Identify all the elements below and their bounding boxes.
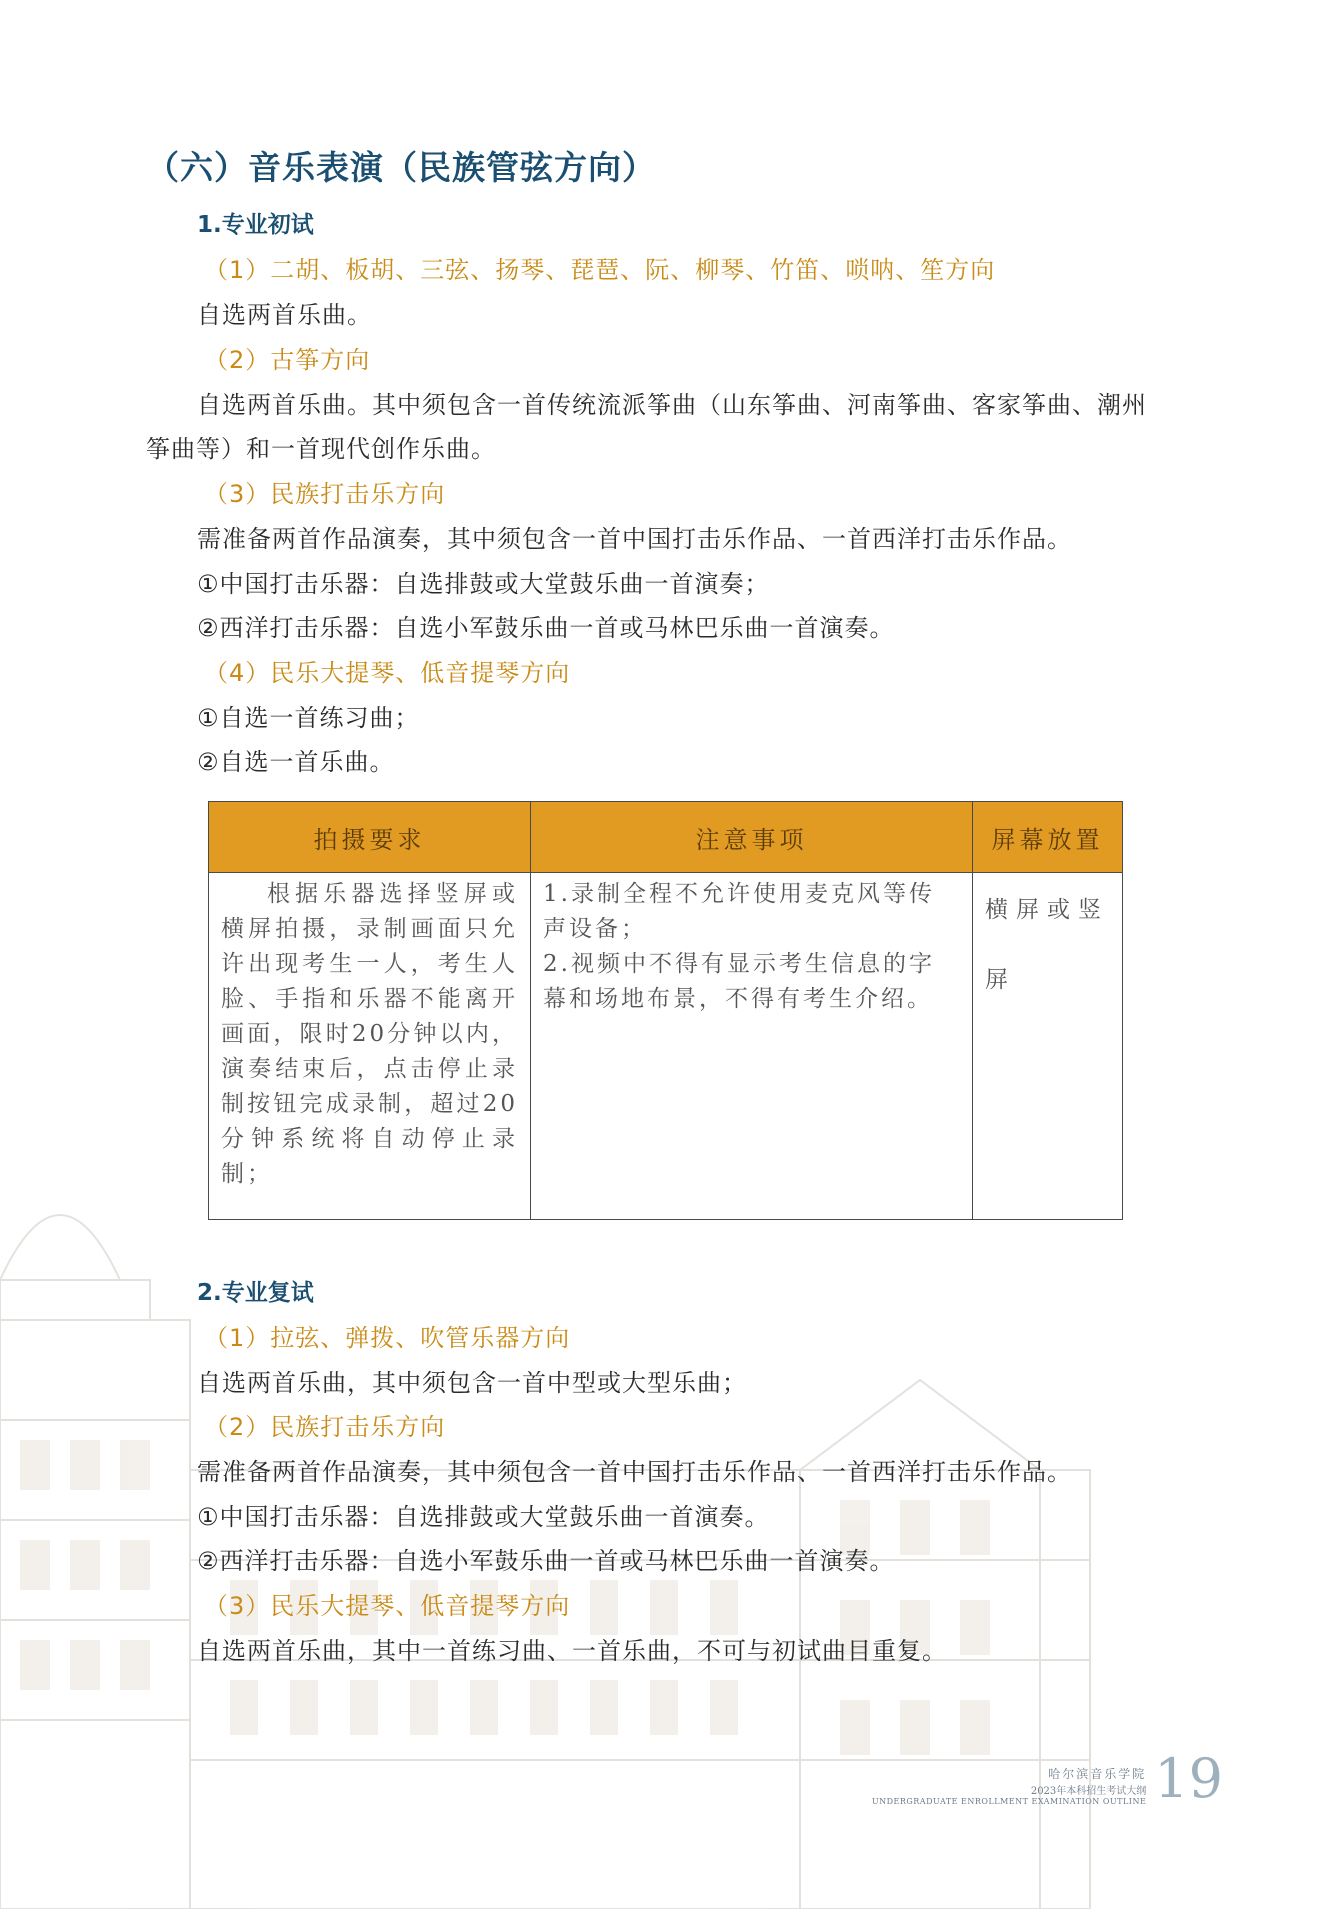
body-text: 自选两首乐曲。 xyxy=(197,301,372,329)
body-text: ②西洋打击乐器：自选小军鼓乐曲一首或马林巴乐曲一首演奏。 xyxy=(197,1547,895,1575)
note-item: 1.录制全程不允许使用麦克风等传声设备； xyxy=(543,881,935,942)
body-text: 自选两首乐曲，其中一首练习曲、一首乐曲，不可与初试曲目重复。 xyxy=(197,1637,947,1665)
body-text: 自选两首乐曲，其中须包含一首中型或大型乐曲； xyxy=(197,1369,747,1397)
table-row xyxy=(209,873,1123,1220)
body-text: 筝曲等）和一首现代创作乐曲。 xyxy=(146,435,496,463)
table-header-notes: 注意事项 xyxy=(531,802,973,873)
section-title: （六）音乐表演（民族管弦方向） xyxy=(146,148,656,187)
prelim-item-head: （1）二胡、板胡、三弦、扬琴、琵琶、阮、柳琴、竹笛、唢呐、笙方向 xyxy=(204,256,996,284)
prelim-item-head: （4）民乐大提琴、低音提琴方向 xyxy=(204,659,571,687)
body-text: ②自选一首乐曲。 xyxy=(197,748,395,776)
body-text: ②西洋打击乐器：自选小军鼓乐曲一首或马林巴乐曲一首演奏。 xyxy=(197,614,895,642)
page-footer xyxy=(871,1747,1223,1810)
table-header-screen: 屏幕放置 xyxy=(973,802,1123,873)
note-item: 2.视频中不得有显示考生信息的字幕和场地布景，不得有考生介绍。 xyxy=(543,951,935,1012)
retest-item-head: （1）拉弦、弹拨、吹管乐器方向 xyxy=(204,1324,571,1352)
prelim-item-head: （2）古筝方向 xyxy=(204,346,371,374)
prelim-item-head: （3）民族打击乐方向 xyxy=(204,480,446,508)
footer-school-name: 哈尔滨音乐学院 xyxy=(1048,1767,1147,1781)
footer-english: UNDERGRADUATE ENROLLMENT EXAMINATION OUTLINE xyxy=(871,1797,1147,1806)
shooting-requirements-cell: 根据乐器选择竖屏或横屏拍摄，录制画面只允许出现考生一人，考生人脸、手指和乐器不能离开画面，限时20分钟以内，演奏结束后，点击停止录制按钮完成录制，超过20分钟系统将自动停止录制； xyxy=(209,873,531,1220)
body-text: ①中国打击乐器：自选排鼓或大堂鼓乐曲一首演奏； xyxy=(197,570,770,598)
recording-requirements-table xyxy=(208,801,1123,1220)
body-text: 需准备两首作品演奏，其中须包含一首中国打击乐作品、一首西洋打击乐作品。 xyxy=(197,1458,1072,1486)
body-text: 需准备两首作品演奏，其中须包含一首中国打击乐作品、一首西洋打击乐作品。 xyxy=(197,525,1072,553)
body-text: ①自选一首练习曲； xyxy=(197,704,420,732)
retest-title: 2.专业复试 xyxy=(197,1280,314,1306)
screen-orientation-cell: 横屏或竖屏 xyxy=(973,873,1123,1220)
footer-text xyxy=(872,1765,1146,1806)
footer-subtitle: 2023年本科招生考试大纲 xyxy=(1030,1786,1147,1797)
prelim-title: 1.专业初试 xyxy=(197,212,314,238)
notes-cell xyxy=(531,873,973,1220)
table-header-shooting: 拍摄要求 xyxy=(209,802,531,873)
body-text: 自选两首乐曲。其中须包含一首传统流派筝曲（山东筝曲、河南筝曲、客家筝曲、潮州 xyxy=(197,391,1147,419)
page-number: 19 xyxy=(1154,1747,1223,1810)
retest-item-head: （3）民乐大提琴、低音提琴方向 xyxy=(204,1592,571,1620)
retest-item-head: （2）民族打击乐方向 xyxy=(204,1413,446,1441)
table-header-row xyxy=(209,802,1123,873)
body-text: ①中国打击乐器：自选排鼓或大堂鼓乐曲一首演奏。 xyxy=(197,1503,770,1531)
